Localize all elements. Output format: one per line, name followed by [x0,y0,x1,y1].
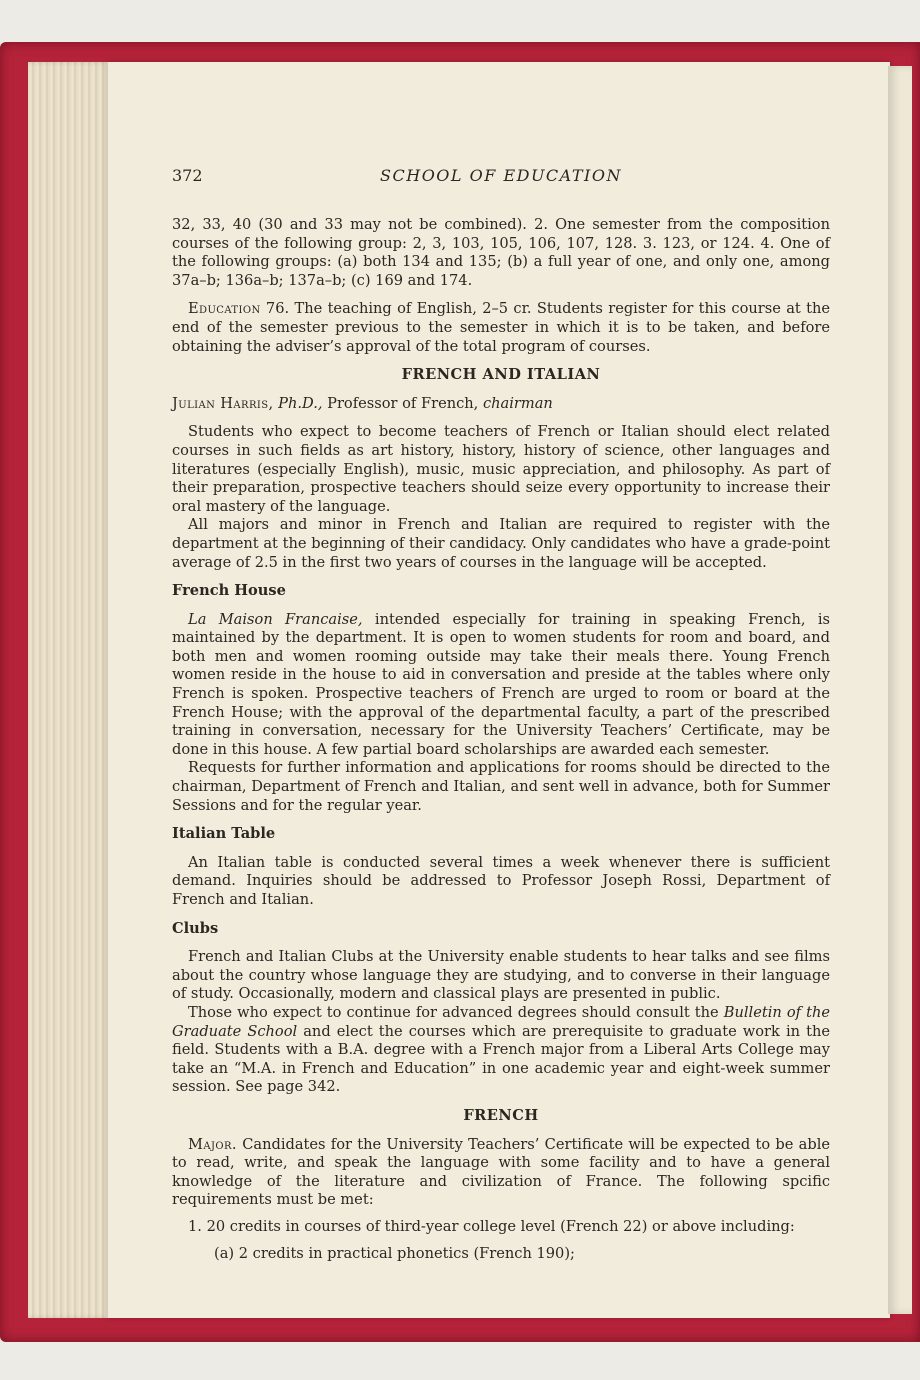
subheading-clubs: Clubs [172,919,219,937]
page-body [172,216,830,1263]
chair-role: chairman [482,394,553,412]
page-header [172,166,830,188]
requirement-item-1a: (a) 2 credits in practical phonetics (French 190); [214,1244,575,1262]
french-house-paragraph-2: Requests for further information and applications for rooms should be directed to the chairman, Department of French and Italian, and sent well in advance, both for Summer Sessions and for the regular year. [172,759,830,814]
chair-title: Professor of French, [322,394,483,412]
major-paragraph [172,1136,830,1210]
clubs-paragraph-2-end: and elect the courses which are prerequisite to graduate work in the field. Students with a B.A. degree with a French major from a Liberal Arts College may take an “M.A. in French and Education” in one academic year and eight-week summer session. See page 342. [172,1022,830,1096]
facing-page-edge [888,66,912,1314]
page-edges [28,62,120,1318]
chair-name: Julian Harris, [172,394,274,412]
fi-paragraph-2: All majors and minor in French and Italian are required to register with the department at the beginning of their candidacy. Only candidates who have a grade-point average of 2.5 in the first two years of courses in the language will be accepted. [172,516,830,571]
section-heading-french-italian: FRENCH AND ITALIAN [401,366,601,384]
education-label: Education [188,300,261,318]
page-number: 372 [172,166,203,185]
chair-line [172,395,830,414]
chair-degree: Ph.D., [278,394,323,412]
education-76-text: 76. The teaching of English, 2–5 cr. Students register for this course at the end of the semester previous to the semester in which it is to be taken, and before obtaining the adviser’s approval of the total program of courses. [172,300,830,355]
clubs-paragraph-1: French and Italian Clubs at the University enable students to hear talks and see films about the country whose language they are studying, and to converse in their language of study. Occasionally, modern and classical plays are presented in public. [172,948,830,1003]
maison-francaise-name: La Maison Francaise, [188,610,363,628]
french-house-paragraph-1-text: intended especially for training in speaking French, is maintained by the department. It is open to women students for room and board, and both men and women rooming outside may take their meals there. Young French women reside in the house to aid in conversation and preside at the tables where only French is spoken. Prospective teachers of French are urged to room or board at the French House; with the approval of the departmental faculty, a part of the prescribed training in conversation, necessary for the University Teachers’ Certificate, may be done in this house. A few partial board scholarships are awarded each semester. [172,610,830,758]
fi-paragraph-1: Students who expect to become teachers of French or Italian should elect related courses in such fields as art history, history, history of science, other languages and literatures (especially English), music, music appreciation, and philosophy. As part of their preparation, prospective teachers should seize every opportunity to increase their oral mastery of the language. [172,423,830,515]
education-76-entry [172,300,830,356]
subheading-italian-table: Italian Table [172,825,276,843]
major-text: Candidates for the University Teachers’ Certificate will be expected to be able to read, write, and speak the language with some facility and to have a general knowledge of the literature and civilization of France. The following spcific requirements must be met: [172,1135,830,1209]
french-house-paragraph-1 [172,611,830,760]
section-heading-french: FRENCH [463,1106,539,1124]
bulletin-title: Bulletin of the Graduate School [172,1003,830,1040]
italian-table-paragraph: An Italian table is conducted several times a week whenever there is sufficient demand. Inquiries should be addressed to Professor Joseph Rossi, Department of French and Italian. [172,853,830,908]
major-label: Major. [188,1135,237,1153]
clubs-paragraph-2 [172,1004,830,1097]
clubs-paragraph-2-start: Those who expect to continue for advanced degrees should consult the [188,1003,724,1021]
requirement-item-1: 1. 20 credits in courses of third-year college level (French 22) or above including: [188,1217,795,1235]
running-title: SCHOOL OF EDUCATION [380,166,622,185]
subheading-french-house: French House [172,582,286,600]
continued-paragraph: 32, 33, 40 (30 and 33 may not be combined). 2. One semester from the composition courses of the following group: 2, 3, 103, 105, 106, 107, 128. 3. 123, or 124. 4. One of the following groups: (a) both 134 and 135; (b) a full year of one, and only one, among 37a–b; 136a–b; 137a–b; (c) 169 and 174. [172,216,830,289]
